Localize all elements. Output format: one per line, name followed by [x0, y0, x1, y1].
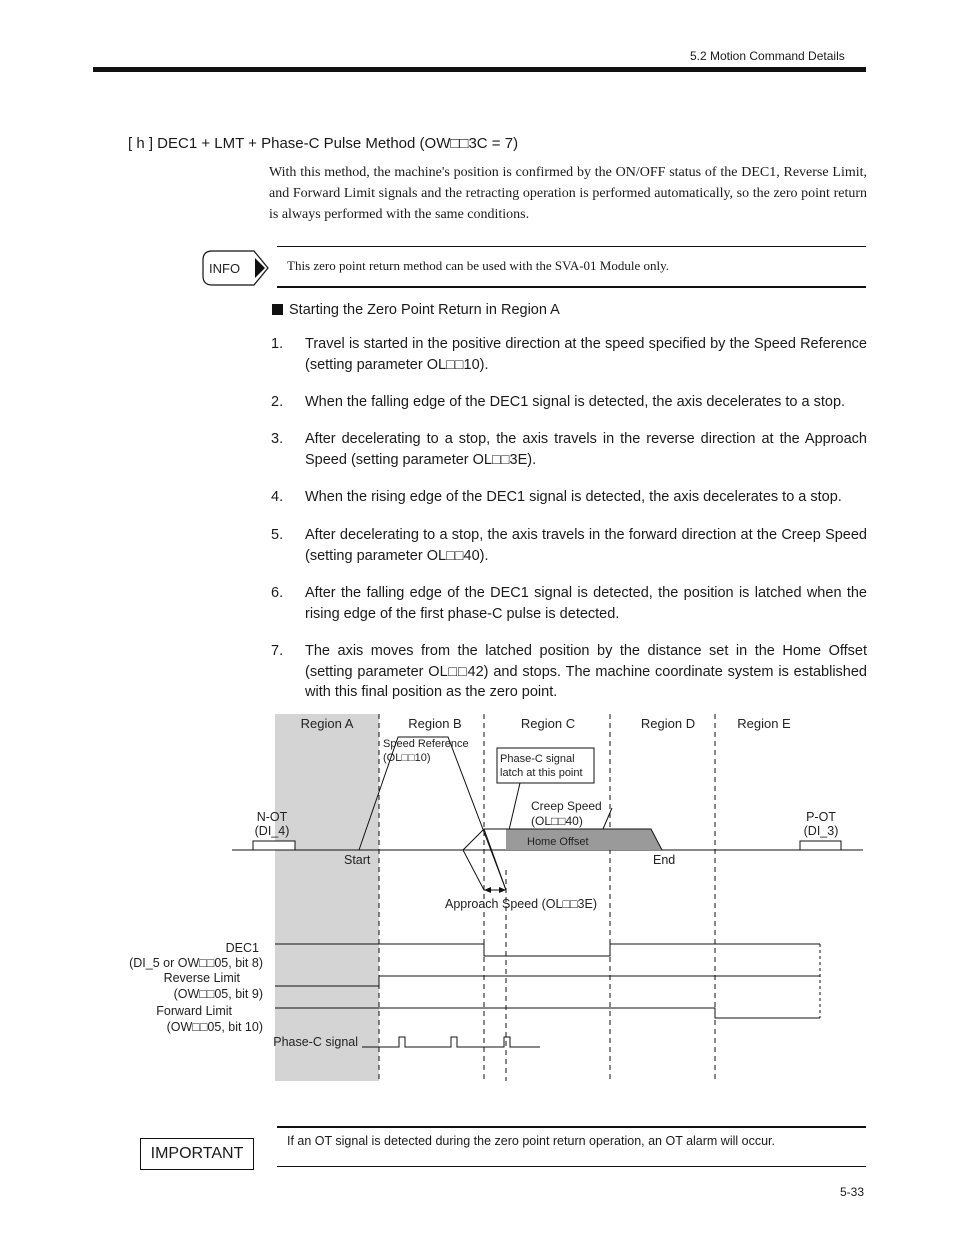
step-text: After the falling edge of the DEC1 signal is detected, the position is latched when the rising edge of the first phase-C pulse is detected.	[305, 585, 867, 622]
phase-c-latch-label-2: latch at this point	[500, 767, 583, 779]
end-label: End	[653, 853, 676, 867]
running-header: 5.2 Motion Command Details	[690, 49, 845, 63]
list-item	[271, 487, 867, 508]
creep-speed-param: (OL□□40)	[531, 814, 583, 828]
retract-line	[484, 829, 506, 890]
p-ot-block	[800, 841, 841, 850]
step-text: After decelerating to a stop, the axis travels in the reverse direction at the Approach Speed (setting parameter OL□□3E).	[305, 431, 867, 468]
important-text: If an OT signal is detected during the zero point return operation, an OT alarm will occur.	[287, 1134, 775, 1148]
speed-ref-label: Speed Reference	[383, 738, 469, 750]
p-ot-label: P-OT	[806, 810, 836, 824]
step-number: 5.	[271, 527, 284, 543]
n-ot-block	[253, 841, 295, 850]
region-d-label: Region D	[640, 716, 696, 731]
step-text: The axis moves from the latched position by the distance set in the Home Offset (setting parameter OL□□42) and stops. The machine coordinate system is established with this final position as the zero point.	[305, 643, 867, 700]
creep-speed-label: Creep Speed	[531, 799, 602, 813]
region-a-label: Region A	[300, 716, 354, 731]
region-a-shade	[275, 714, 379, 1081]
list-item	[271, 525, 867, 566]
info-top-rule	[277, 246, 866, 247]
important-top-rule	[277, 1126, 866, 1128]
approach-speed-label: Approach Speed (OL□□3E)	[445, 897, 597, 911]
important-bottom-rule	[277, 1166, 866, 1167]
step-text: After decelerating to a stop, the axis travels in the forward direction at the Creep Speed (setting parameter OL□□40).	[305, 527, 867, 564]
info-badge-label: INFO	[209, 261, 241, 276]
page-number: 5-33	[840, 1185, 865, 1199]
header-rule	[93, 67, 866, 72]
important-badge: IMPORTANT	[140, 1138, 254, 1170]
section-title: [ h ] DEC1 + LMT + Phase-C Pulse Method (OW□□3C = 7)	[128, 135, 519, 152]
list-item	[271, 583, 867, 624]
forward-limit-label: Forward Limit	[156, 1004, 232, 1018]
reverse-limit-label: Reverse Limit	[163, 971, 240, 985]
subheading-text: Starting the Zero Point Return in Region A	[289, 302, 560, 318]
home-offset-label: Home Offset	[527, 836, 589, 848]
step-text: When the falling edge of the DEC1 signal is detected, the axis decelerates to a stop.	[305, 394, 846, 410]
region-c-label: Region C	[520, 716, 576, 731]
reverse-limit-source: (OW□□05, bit 9)	[173, 987, 263, 1001]
region-e-label: Region E	[737, 716, 791, 731]
step-number: 6.	[271, 585, 284, 601]
region-b-label: Region B	[408, 716, 462, 731]
phase-c-latch-label: Phase-C signal	[500, 753, 575, 765]
square-bullet-icon	[272, 304, 283, 315]
p-ot-input: (DI_3)	[803, 824, 839, 838]
dec1-label: DEC1	[225, 941, 259, 955]
start-label: Start	[344, 853, 371, 867]
step-number: 3.	[271, 431, 284, 447]
step-number: 7.	[271, 643, 284, 659]
n-ot-label: N-OT	[256, 810, 288, 824]
forward-limit-source: (OW□□05, bit 10)	[166, 1020, 263, 1034]
list-item	[271, 641, 867, 703]
subheading	[272, 302, 560, 318]
creep-pointer	[603, 808, 612, 829]
step-text: Travel is started in the positive direction at the speed specified by the Speed Reference (setting parameter OL□□10).	[305, 336, 867, 373]
list-item	[271, 334, 867, 375]
speed-ref-param: (OL□□10)	[383, 752, 431, 764]
latch-pointer	[509, 783, 520, 830]
phase-c-signal-label: Phase-C signal	[273, 1035, 358, 1049]
info-bottom-rule	[277, 286, 866, 288]
dec1-source: (DI_5 or OW□□05, bit 8)	[129, 956, 263, 970]
step-text: When the rising edge of the DEC1 signal is detected, the axis decelerates to a stop.	[305, 489, 842, 505]
intro-paragraph: With this method, the machine's position is confirmed by the ON/OFF status of the DEC1, Reverse Limit, and Forward Limit signals and the retracting operation is performed automatically, so the zero point return is always performed with the same conditions.	[269, 165, 867, 222]
phase-c-waveform	[362, 1037, 540, 1047]
step-number: 2.	[271, 394, 284, 410]
step-number: 1.	[271, 336, 284, 352]
info-icon	[202, 250, 270, 286]
step-number: 4.	[271, 489, 284, 505]
list-item	[271, 392, 867, 413]
zero-point-return-diagram	[0, 700, 954, 1090]
list-item	[271, 429, 867, 470]
n-ot-input: (DI_4)	[254, 824, 290, 838]
info-text: This zero point return method can be used with the SVA-01 Module only.	[287, 258, 669, 273]
